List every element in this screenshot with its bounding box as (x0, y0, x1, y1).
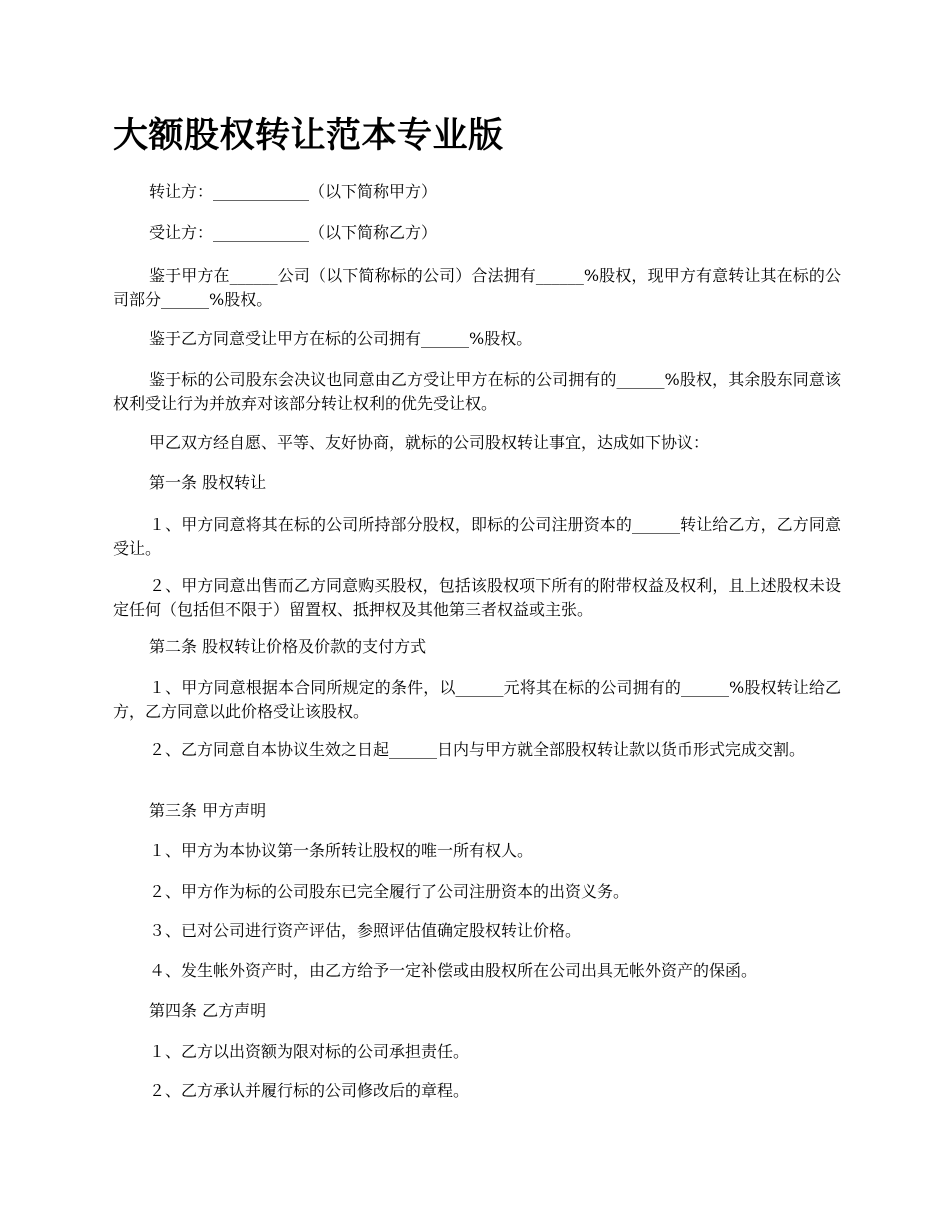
article-2-heading: 第二条 股权转让价格及价款的支付方式 (149, 637, 427, 656)
article-3-clause-4: ４、发生帐外资产时，由乙方给予一定补偿或由股权所在公司出具无帐外资产的保函。 (149, 961, 758, 980)
article-2-clause-2: ２、乙方同意自本协议生效之日起______日内与甲方就全部股权转让款以货币形式完成交割。 (149, 740, 806, 759)
recital-1: 鉴于甲方在______公司（以下简称标的公司）合法拥有______%股权，现甲方有意转让其在标的公司部分______%股权。 (113, 266, 841, 309)
party-transferee: 受让方：____________（以下简称乙方） (149, 223, 438, 242)
article-3-clause-1: １、甲方为本协议第一条所转让股权的唯一所有权人。 (149, 841, 534, 860)
article-1-clause-1: １、甲方同意将其在标的公司所持部分股权，即标的公司注册资本的______转让给乙方，乙方同意受让。 (113, 515, 841, 558)
article-3-clause-3: ３、已对公司进行资产评估，参照评估值确定股权转让价格。 (149, 921, 582, 940)
agreement-intro: 甲乙双方经自愿、平等、友好协商，就标的公司股权转让事宜，达成如下协议： (149, 433, 710, 452)
recital-2: 鉴于乙方同意受让甲方在标的公司拥有______%股权。 (149, 329, 533, 348)
article-4-clause-1: １、乙方以出资额为限对标的公司承担责任。 (149, 1042, 470, 1061)
article-4-clause-2: ２、乙方承认并履行标的公司修改后的章程。 (149, 1081, 470, 1100)
article-4-heading: 第四条 乙方声明 (149, 1001, 267, 1020)
party-transferor: 转让方：____________（以下简称甲方） (149, 182, 438, 201)
article-1-heading: 第一条 股权转让 (149, 473, 267, 492)
article-3-heading: 第三条 甲方声明 (149, 801, 267, 820)
article-3-clause-2: ２、甲方作为标的公司股东已完全履行了公司注册资本的出资义务。 (149, 882, 630, 901)
article-1-clause-2: ２、甲方同意出售而乙方同意购买股权，包括该股权项下所有的附带权益及权利，且上述股权未设定任何（包括但不限于）留置权、抵押权及其他第三者权益或主张。 (113, 576, 841, 619)
article-2-clause-1: １、甲方同意根据本合同所规定的条件，以______元将其在标的公司拥有的______%股权转让给乙方，乙方同意以此价格受让该股权。 (113, 678, 841, 721)
document-title: 大额股权转让范本专业版 (113, 116, 504, 156)
recital-3: 鉴于标的公司股东会决议也同意由乙方受让甲方在标的公司拥有的______%股权，其余股东同意该权利受让行为并放弃对该部分转让权利的优先受让权。 (113, 370, 841, 413)
